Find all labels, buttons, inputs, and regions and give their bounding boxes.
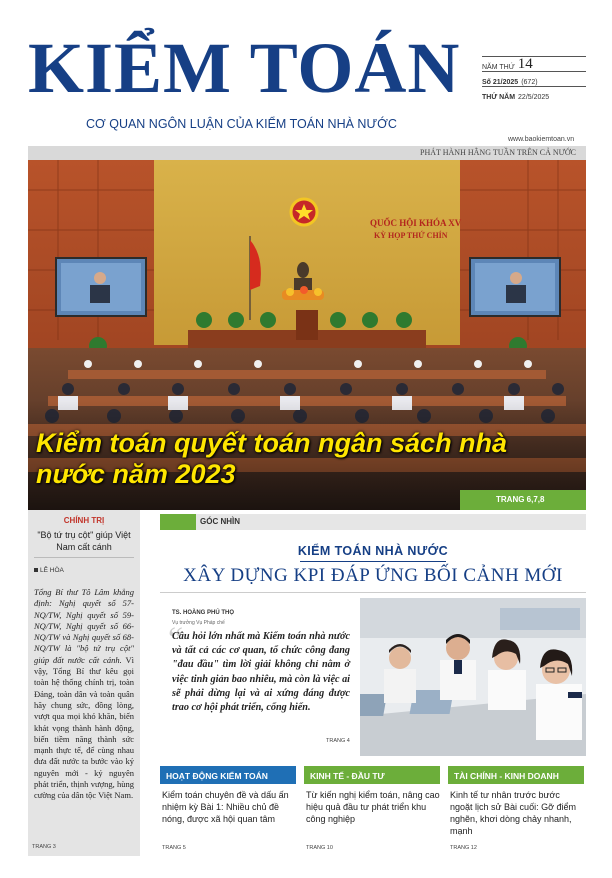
- hero-page-ref[interactable]: TRANG 6,7,8: [460, 490, 586, 510]
- section-bar: [160, 514, 586, 530]
- feature-headline[interactable]: XÂY DỰNG KPI ĐÁP ỨNG BỐI CẢNH MỚI: [183, 565, 563, 586]
- year-label: NĂM THỨ: [482, 64, 515, 71]
- teaser-text[interactable]: Từ kiến nghị kiểm toán, nâng cao hiệu quả đầu tư phát triển khu công nghiệp: [306, 790, 440, 824]
- teaser-page-ref[interactable]: TRANG 10: [306, 845, 333, 851]
- feature-author: TS. HOÀNG PHÚ THỌ: [172, 610, 235, 616]
- teaser-section-label: KINH TẾ - ĐẦU TƯ: [304, 766, 440, 784]
- sidebar-body-lead: Tổng Bí thư Tô Lâm khẳng định: Nghị quyết số 57-NQ/TW, Nghị quyết số 59-NQ/TW, Nghị quyết số 66-NQ/TW và Nghị quyết số 68-NQ/TW là "bộ tứ trụ cột" giúp đất nước cất cánh.: [34, 587, 134, 665]
- hero-headline[interactable]: Kiểm toán quyết toán ngân sách nhà nước năm 2023: [36, 428, 508, 489]
- date-value: 22/5/2025: [518, 94, 550, 101]
- teaser-finance-business[interactable]: [448, 766, 584, 851]
- feature-kicker: KIỂM TOÁN NHÀ NƯỚC: [297, 544, 449, 558]
- sidebar-author: LÊ HÒA: [34, 567, 64, 574]
- sidebar-body-text: Vì vậy, Tổng Bí thư kêu gọi toàn hệ thống chính trị, toàn Đảng, toàn dân và toàn quân hãy chung sức, đồng lòng, vượt qua mọi khó khăn, biến khát vọng thành hành động, biến tiềm năng thành sức mạnh thực tế, để cùng nhau đưa đất nước ta bước vào kỷ nguyên mới - kỷ nguyên phát triển, thịnh vượng, hùng cường của dân tộc Việt Nam.: [34, 654, 134, 801]
- quote-icon: “: [168, 621, 184, 658]
- sidebar-body: [34, 587, 134, 802]
- teaser-page-ref[interactable]: TRANG 12: [450, 845, 477, 851]
- hero-banner-line1: QUỐC HỘI KHÓA XV: [370, 218, 462, 228]
- issue-total: (672): [521, 79, 538, 86]
- teaser-section-label: TÀI CHÍNH - KINH DOANH: [448, 766, 584, 784]
- sidebar-kicker: CHÍNH TRỊ: [63, 516, 105, 525]
- masthead-title: KIỂM TOÁN: [28, 28, 461, 108]
- feature-photo[interactable]: [360, 598, 586, 756]
- section-label: GÓC NHÌN: [200, 517, 240, 526]
- feature-page-ref[interactable]: TRANG 4: [326, 738, 350, 744]
- meeting-illustration: [360, 598, 586, 756]
- website-link[interactable]: www.baokiemtoan.vn: [508, 136, 575, 143]
- teaser-economy-investment[interactable]: [304, 766, 440, 851]
- feature-lead: Câu hỏi lớn nhất mà Kiểm toán nhà nước và tất cả các cơ quan, tổ chức công đang "đau đầu" tìm lời giải không chỉ nằm ở việc tinh giản bao nhiêu, mà còn là việc ai sẽ phải dừng lại và ai xứng đáng được trao cơ hội phát triển, cống hiến.: [172, 631, 350, 714]
- year-number: 14: [517, 56, 533, 72]
- publication-note: PHÁT HÀNH HẰNG TUẦN TRÊN CẢ NƯỚC: [420, 148, 576, 157]
- date-day: THỨ NĂM: [482, 94, 516, 101]
- publication-bar: [28, 146, 586, 160]
- teaser-section-label: HOẠT ĐỘNG KIỂM TOÁN: [160, 766, 296, 784]
- teaser-audit-activity[interactable]: [160, 766, 296, 851]
- hero-photo[interactable]: [28, 160, 586, 510]
- sidebar-title[interactable]: "Bộ tứ trụ cột" giúp Việt Nam cất cánh: [37, 530, 131, 552]
- issue-info: [482, 56, 586, 101]
- teaser-page-ref[interactable]: TRANG 5: [162, 845, 186, 851]
- issue-number: Số 21/2025: [482, 79, 519, 86]
- sidebar-page-ref[interactable]: TRANG 3: [32, 844, 56, 850]
- masthead-subtitle: CƠ QUAN NGÔN LUẬN CỦA KIỂM TOÁN NHÀ NƯỚC: [86, 117, 397, 131]
- teaser-text[interactable]: Kiểm toán chuyên đề và dấu ấn nhiệm kỳ Bài 1: Nhiều chủ đề nóng, được xã hội quan tâm: [162, 790, 289, 824]
- teaser-text[interactable]: Kinh tế tư nhân trước bước ngoặt lịch sử Bài cuối: Gỡ điểm nghẽn, khơi dòng chảy nhanh, mạnh: [450, 790, 576, 836]
- feature-author-role: Vụ trưởng Vụ Pháp chế: [172, 620, 225, 626]
- hero-banner-line2: KỲ HỌP THỨ CHÍN: [374, 231, 448, 240]
- sidebar-article[interactable]: [28, 510, 140, 856]
